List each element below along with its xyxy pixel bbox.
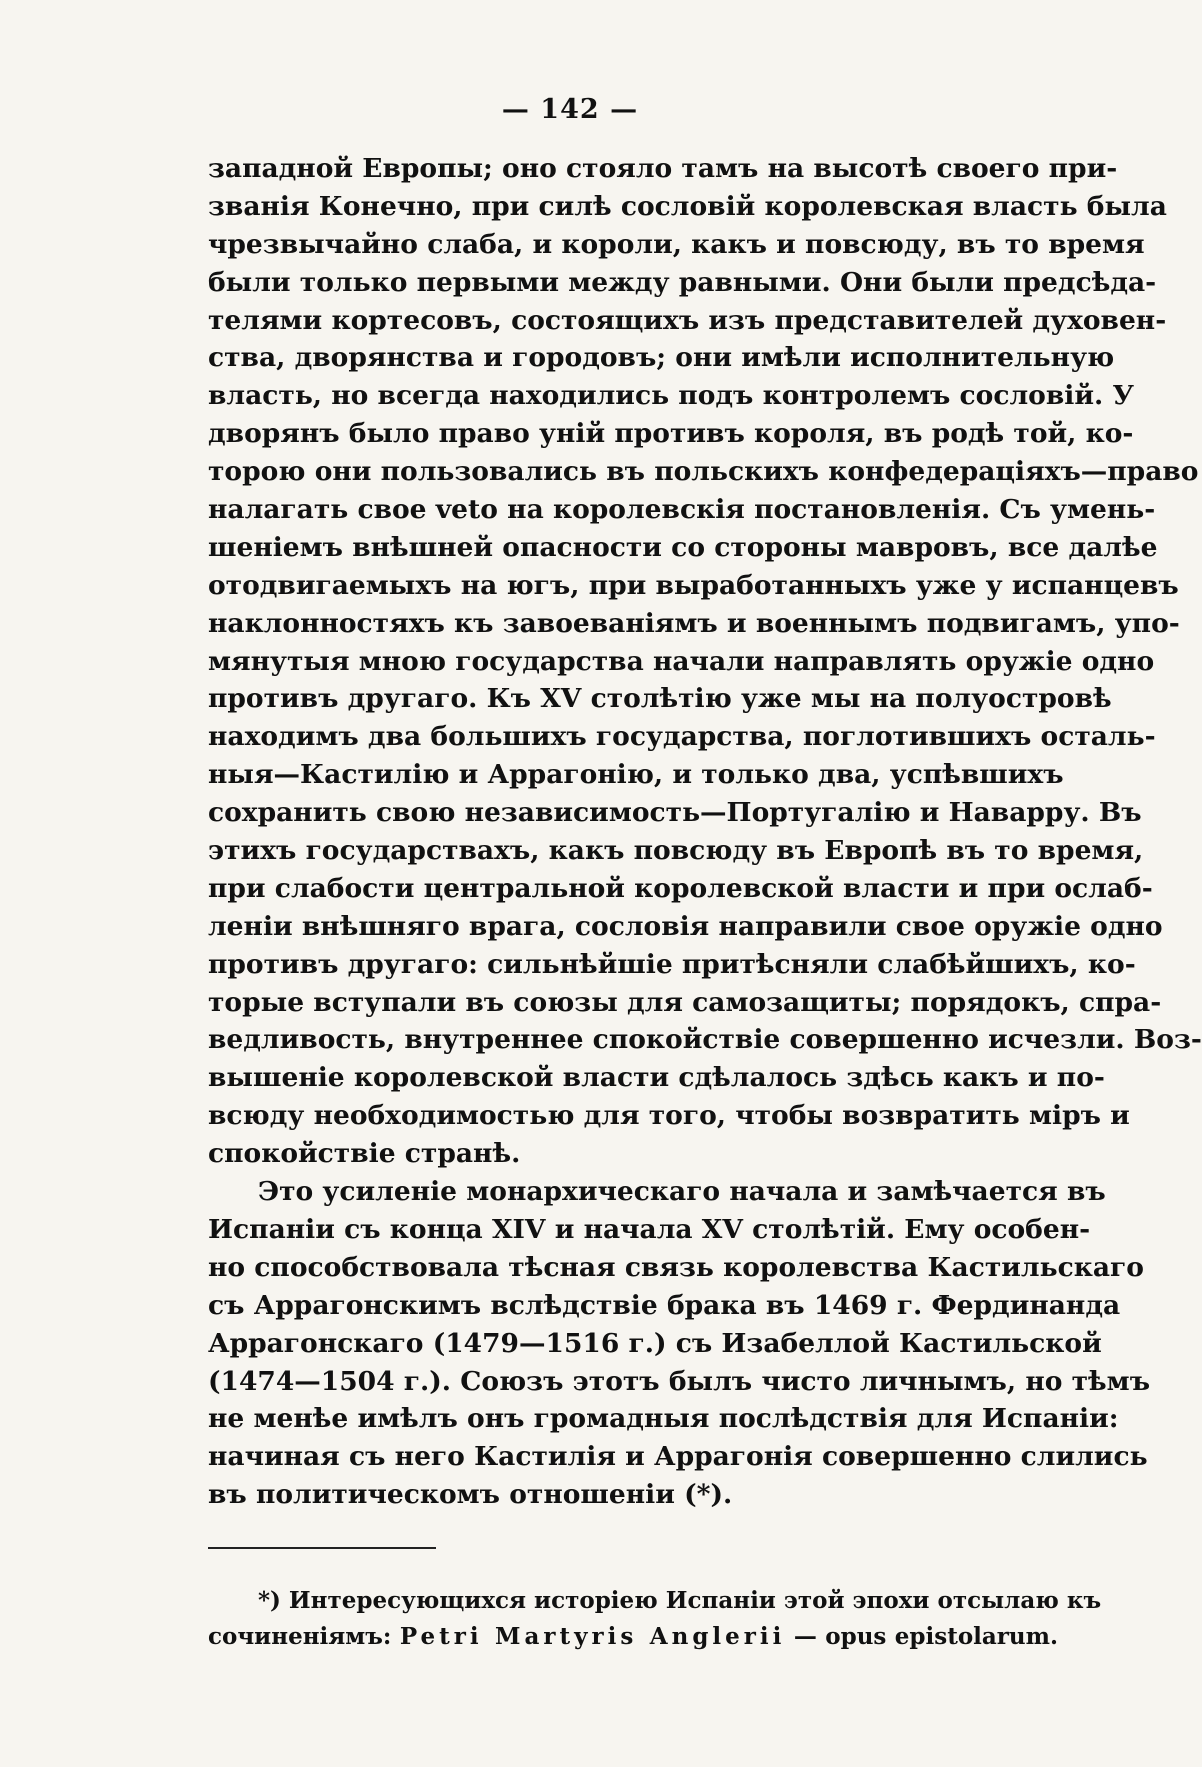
text-line: званія Конечно, при силѣ сословій королевская власть была <box>208 190 1167 222</box>
text-line: были только первыми между равными. Они были предсѣда- <box>208 266 1157 298</box>
footnote-line-1: *) Интересующихся исторіею Испаніи этой эпохи отсылаю къ <box>258 1587 1102 1614</box>
footnote-prefix: сочиненіямъ: <box>208 1623 400 1650</box>
paragraph-2 <box>208 1173 1151 1514</box>
text-line: въ политическомъ отношеніи (*). <box>208 1479 733 1511</box>
text-line: шеніемъ внѣшней опасности со стороны мавровъ, все далѣе <box>208 531 1158 563</box>
text-line: Испаніи съ конца XIV и начала XV столѣтій. Ему особен- <box>208 1213 1091 1245</box>
text-line: но способствовала тѣсная связь королевства Кастильскаго <box>208 1251 1144 1283</box>
text-line: не менѣе имѣлъ онъ громадныя послѣдствія для Испаніи: <box>208 1403 1119 1435</box>
text-line: ныя—Кастилію и Аррагонію, и только два, успѣвшихъ <box>208 759 1064 791</box>
text-line: этихъ государствахъ, какъ повсюду въ Европѣ въ то время, <box>208 835 1144 867</box>
text-line: всюду необходимостью для того, чтобы возвратить міръ и <box>208 1100 1130 1132</box>
text-line: Это усиленіе монархическаго начала и замѣчается въ <box>258 1176 1106 1208</box>
text-line: чрезвычайно слаба, и короли, какъ и повсюду, въ то время <box>208 228 1145 260</box>
text-line: противъ другаго: сильнѣйшіе притѣсняли слабѣйшихъ, ко- <box>208 948 1136 980</box>
footnote <box>208 1583 1102 1655</box>
text-line: вышеніе королевской власти сдѣлалось здѣсь какъ и по- <box>208 1062 1105 1094</box>
text-line: налагать свое veto на королевскія постановленія. Съ умень- <box>208 494 1156 526</box>
text-line: телями кортесовъ, состоящихъ изъ представителей духовен- <box>208 304 1167 336</box>
footnote-suffix: — opus epistolarum. <box>785 1623 1058 1650</box>
text-line: ства, дворянства и городовъ; они имѣли исполнительную <box>208 342 1115 374</box>
text-line: съ Аррагонскимъ вслѣдствіе брака въ 1469 г. Фердинанда <box>208 1289 1121 1321</box>
text-line: мянутыя мною государства начали направлять оружіе одно <box>208 645 1155 677</box>
text-line: находимъ два большихъ государства, поглотившихъ осталь- <box>208 721 1156 753</box>
text-line: дворянъ было право уній противъ короля, въ родѣ той, ко- <box>208 418 1134 450</box>
main-text <box>208 150 1202 1514</box>
footnote-divider <box>208 1547 436 1549</box>
text-line: власть, но всегда находились подъ контролемъ сословій. У <box>208 380 1134 412</box>
text-line: отодвигаемыхъ на югъ, при выработанныхъ уже у испанцевъ <box>208 569 1179 601</box>
text-line: Аррагонскаго (1479—1516 г.) съ Изабеллой Кастильской <box>208 1327 1102 1359</box>
paragraph-1 <box>208 150 1202 1173</box>
text-line: спокойствіе странѣ. <box>208 1138 521 1170</box>
text-line: при слабости центральной королевской власти и при ослаб- <box>208 872 1153 904</box>
text-line: начиная съ него Кастилія и Аррагонія совершенно слились <box>208 1441 1148 1473</box>
footnote-author-name: Petri Martyris Anglerii <box>399 1623 786 1650</box>
footnote-line-2 <box>208 1619 1058 1655</box>
text-line: ведливость, внутреннее спокойствіе совершенно исчезли. Воз- <box>208 1024 1202 1056</box>
text-line: торые вступали въ союзы для самозащиты; порядокъ, спра- <box>208 986 1162 1018</box>
page-number: — 142 — <box>501 94 639 125</box>
text-line: западной Европы; оно стояло тамъ на высотѣ своего при- <box>208 153 1118 184</box>
text-line: сохранить свою независимость—Португалію и Наварру. Въ <box>208 797 1142 829</box>
text-line: наклонностяхъ къ завоеваніямъ и военнымъ подвигамъ, упо- <box>208 607 1180 639</box>
text-line: леніи внѣшняго врага, сословія направили свое оружіе одно <box>208 910 1163 942</box>
text-line: противъ другаго. Къ XV столѣтію уже мы на полуостровѣ <box>208 683 1112 715</box>
text-line: торою они пользовались въ польскихъ конфедераціяхъ—право <box>208 456 1199 488</box>
text-line: (1474—1504 г.). Союзъ этотъ былъ чисто личнымъ, но тѣмъ <box>208 1365 1151 1397</box>
